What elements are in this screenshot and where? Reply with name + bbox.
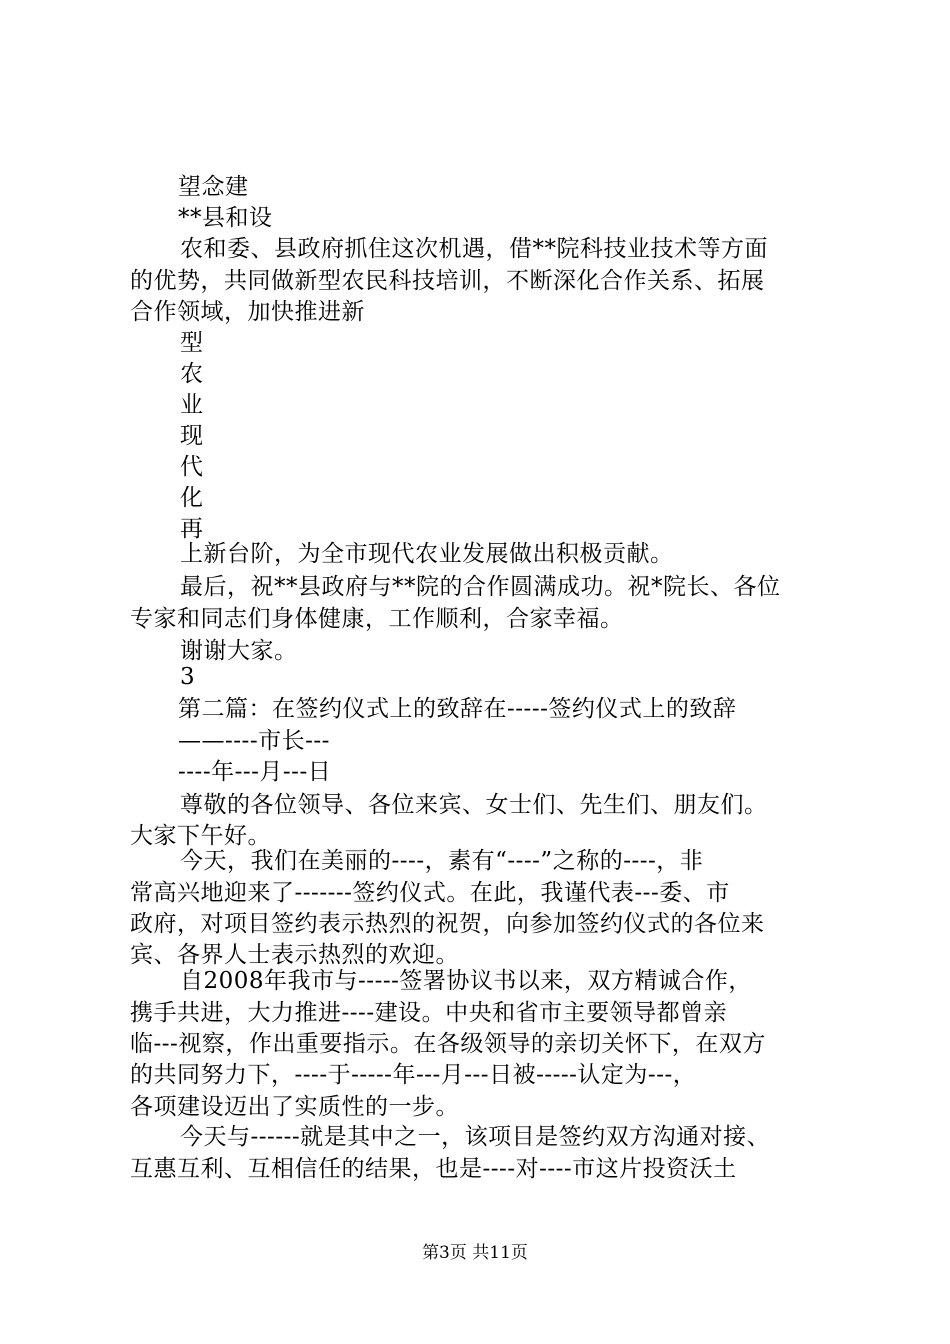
text-line: 的共同努力下，----于-----年---月---日被-----认定为---， (130, 1062, 697, 1088)
text-line: 现 (180, 423, 204, 449)
text-line: 合作领域，加快推进新 (130, 299, 365, 325)
speaker-line: ——----市长--- (178, 728, 330, 754)
text-line: 农 (180, 361, 204, 387)
text-line: 临---视察，作出重要指示。在各级领导的亲切关怀下，在双方 (130, 1031, 766, 1057)
text-line: 的优势，共同做新型农民科技培训，不断深化合作关系、拓展 (130, 268, 765, 294)
text-line: 政府，对项目签约表示热烈的祝贺，向参加签约仪式的各位来 (130, 911, 765, 937)
text-line: 今天，我们在美丽的----，素有“----”之称的----，非 (180, 848, 704, 874)
text-line: 大家下午好。 (130, 823, 271, 849)
text-line: 互惠互利、互相信任的结果，也是----对----市这片投资沃土 (130, 1156, 737, 1182)
text-line: 专家和同志们身体健康，工作顺利，合家幸福。 (130, 606, 624, 632)
text-line: 型 (180, 330, 204, 356)
text-line: **县和设 (178, 205, 273, 231)
text-line: 常高兴地迎来了-------签约仪式。在此，我谨代表---委、市 (130, 880, 730, 906)
text-line: 携手共进，大力推进----建设。中央和省市主要领导都曾亲 (130, 1000, 728, 1026)
text-line: 最后，祝**县政府与**院的合作圆满成功。祝*院长、各位 (180, 574, 781, 600)
page-number-inline: 3 (180, 664, 196, 690)
date-line: ----年---月---日 (178, 759, 332, 785)
text-line: 宾、各界人士表示热烈的欢迎。 (130, 942, 459, 968)
text-line: 今天与------就是其中之一，该项目是签约双方沟通对接、 (180, 1124, 771, 1150)
text-line: 尊敬的各位领导、各位来宾、女士们、先生们、朋友们。 (180, 792, 768, 818)
text-line: 自2008年我市与-----签署协议书以来，双方精诚合作， (180, 968, 752, 994)
text-line: 业 (180, 392, 204, 418)
text-line: 各项建设迈出了实质性的一步。 (130, 1094, 459, 1120)
section-heading: 第二篇：在签约仪式上的致辞在-----签约仪式上的致辞 (178, 696, 737, 722)
text-line: 农和委、县政府抓住这次机遇，借**院科技业技术等方面 (180, 236, 768, 262)
page-footer: 第3页 共11页 (422, 1243, 528, 1263)
text-line: 再 (180, 516, 204, 542)
text-line: 谢谢大家。 (180, 638, 298, 664)
text-line: 化 (180, 485, 204, 511)
text-line: 代 (180, 454, 204, 480)
text-line: 望念建 (178, 174, 249, 200)
text-line: 上新台阶，为全市现代农业发展做出积极贡献。 (180, 541, 674, 567)
